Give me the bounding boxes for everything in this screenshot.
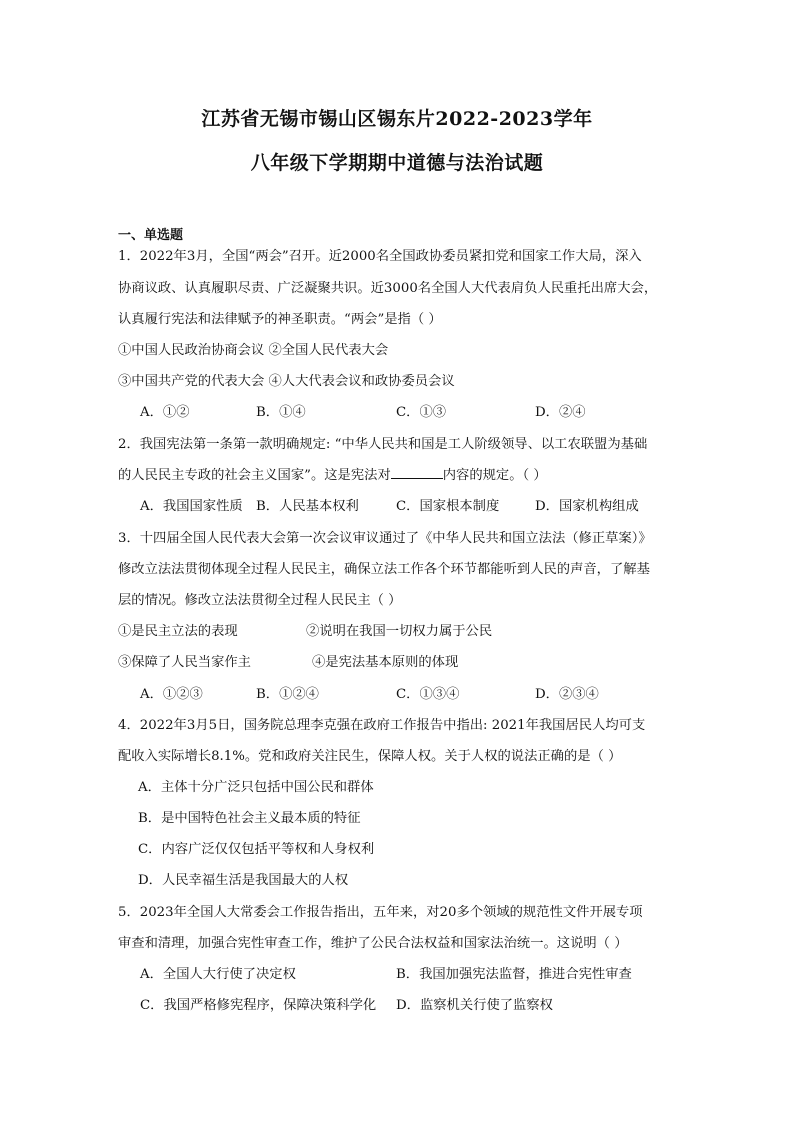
q2-option-b: B．人民基本权利 [256,499,359,514]
q1-text-line1: 1．2022年3月，全国“两会”召开。近2000名全国政协委员紧扣党和国家工作大局，深入 [118,249,642,264]
q3-option-c: C．①③④ [396,687,460,702]
q4-option-c: C．内容广泛仅仅包括平等权和人身权利 [138,842,375,857]
q2-option-c: C．国家根本制度 [396,499,500,514]
section-title: 一、单选题 [118,228,184,243]
q3-statement-3: ③保障了人民当家作主 [118,655,251,670]
q3-statement-2: ②说明在我国一切权力属于公民 [306,624,493,639]
q2-text-line1: 2．我国宪法第一条第一款明确规定: “中华人民共和国是工人阶级领导、以工农联盟为基础 [118,437,648,452]
q3-option-a: A．①②③ [140,687,203,702]
q5-option-a: A．全国人大行使了决定权 [140,967,296,982]
q2-text-before-blank: 的人民民主专政的社会主义国家”。这是宪法对 [118,468,391,483]
q1-text-line2: 协商议政、认真履职尽责、广泛凝聚共识。近3000名全国人大代表肩负人民重托出席大会， [118,281,658,296]
answer-blank [391,466,443,479]
exam-title-line1: 江苏省无锡市锡山区锡东片2022-2023学年 [201,108,593,130]
q2-text-after-blank: 内容的规定。（ ） [442,468,547,483]
q3-text-line3: 层的情况。修改立法法贯彻全过程人民民主（ ） [118,593,402,608]
q1-option-b: B．①④ [256,405,306,420]
q2-option-d: D．国家机构组成 [535,499,639,514]
q1-statement-line1: ①中国人民政治协商会议 ②全国人民代表大会 [118,343,389,358]
q2-option-a: A．我国国家性质 [140,499,243,514]
q3-statement-1: ①是民主立法的表现 [118,624,238,639]
q1-option-d: D．②④ [535,405,586,420]
q4-text-line2: 配收入实际增长8.1%。党和政府关注民生，保障人权。关于人权的说法正确的是（ ） [118,749,622,764]
q1-statement-line2: ③中国共产党的代表大会 ④人大代表会议和政协委员会议 [118,374,455,389]
q5-option-d: D．监察机关行使了监察权 [396,998,553,1013]
q4-option-b: B．是中国特色社会主义最本质的特征 [138,811,361,826]
q3-text-line1: 3．十四届全国人民代表大会第一次会议审议通过了《中华人民共和国立法法（修正草案）》 [118,531,652,546]
q5-option-c: C．我国严格修宪程序，保障决策科学化 [140,998,377,1013]
q1-option-a: A．①② [140,405,190,420]
q4-option-a: A．主体十分广泛只包括中国公民和群体 [138,780,374,795]
q3-text-line2: 修改立法法贯彻体现全过程人民民主，确保立法工作各个环节都能听到人民的声音，了解基 [118,562,650,577]
q4-option-d: D．人民幸福生活是我国最大的人权 [138,873,349,888]
q3-option-d: D．②③④ [535,687,599,702]
q3-statement-4: ④是宪法基本原则的体现 [312,655,459,670]
exam-title-line2: 八年级下学期期中道德与法治试题 [250,152,544,174]
q3-option-b: B．①②④ [256,687,319,702]
q5-option-b: B．我国加强宪法监督，推进合宪性审查 [396,967,632,982]
q5-text-line2: 审查和清理，加强合宪性审查工作，维护了公民合法权益和国家法治统一。这说明（ ） [118,936,628,951]
q1-text-line3: 认真履行宪法和法律赋予的神圣职责。“两会”是指（ ） [118,312,442,327]
q2-text-line2 [118,466,547,486]
q1-option-c: C．①③ [396,405,447,420]
q5-text-line1: 5．2023年全国人大常委会工作报告指出，五年来，对20多个领域的规范性文件开展专项 [118,905,643,920]
q4-text-line1: 4．2022年3月5日，国务院总理李克强在政府工作报告中指出: 2021年我国居民人均可支 [118,718,646,733]
